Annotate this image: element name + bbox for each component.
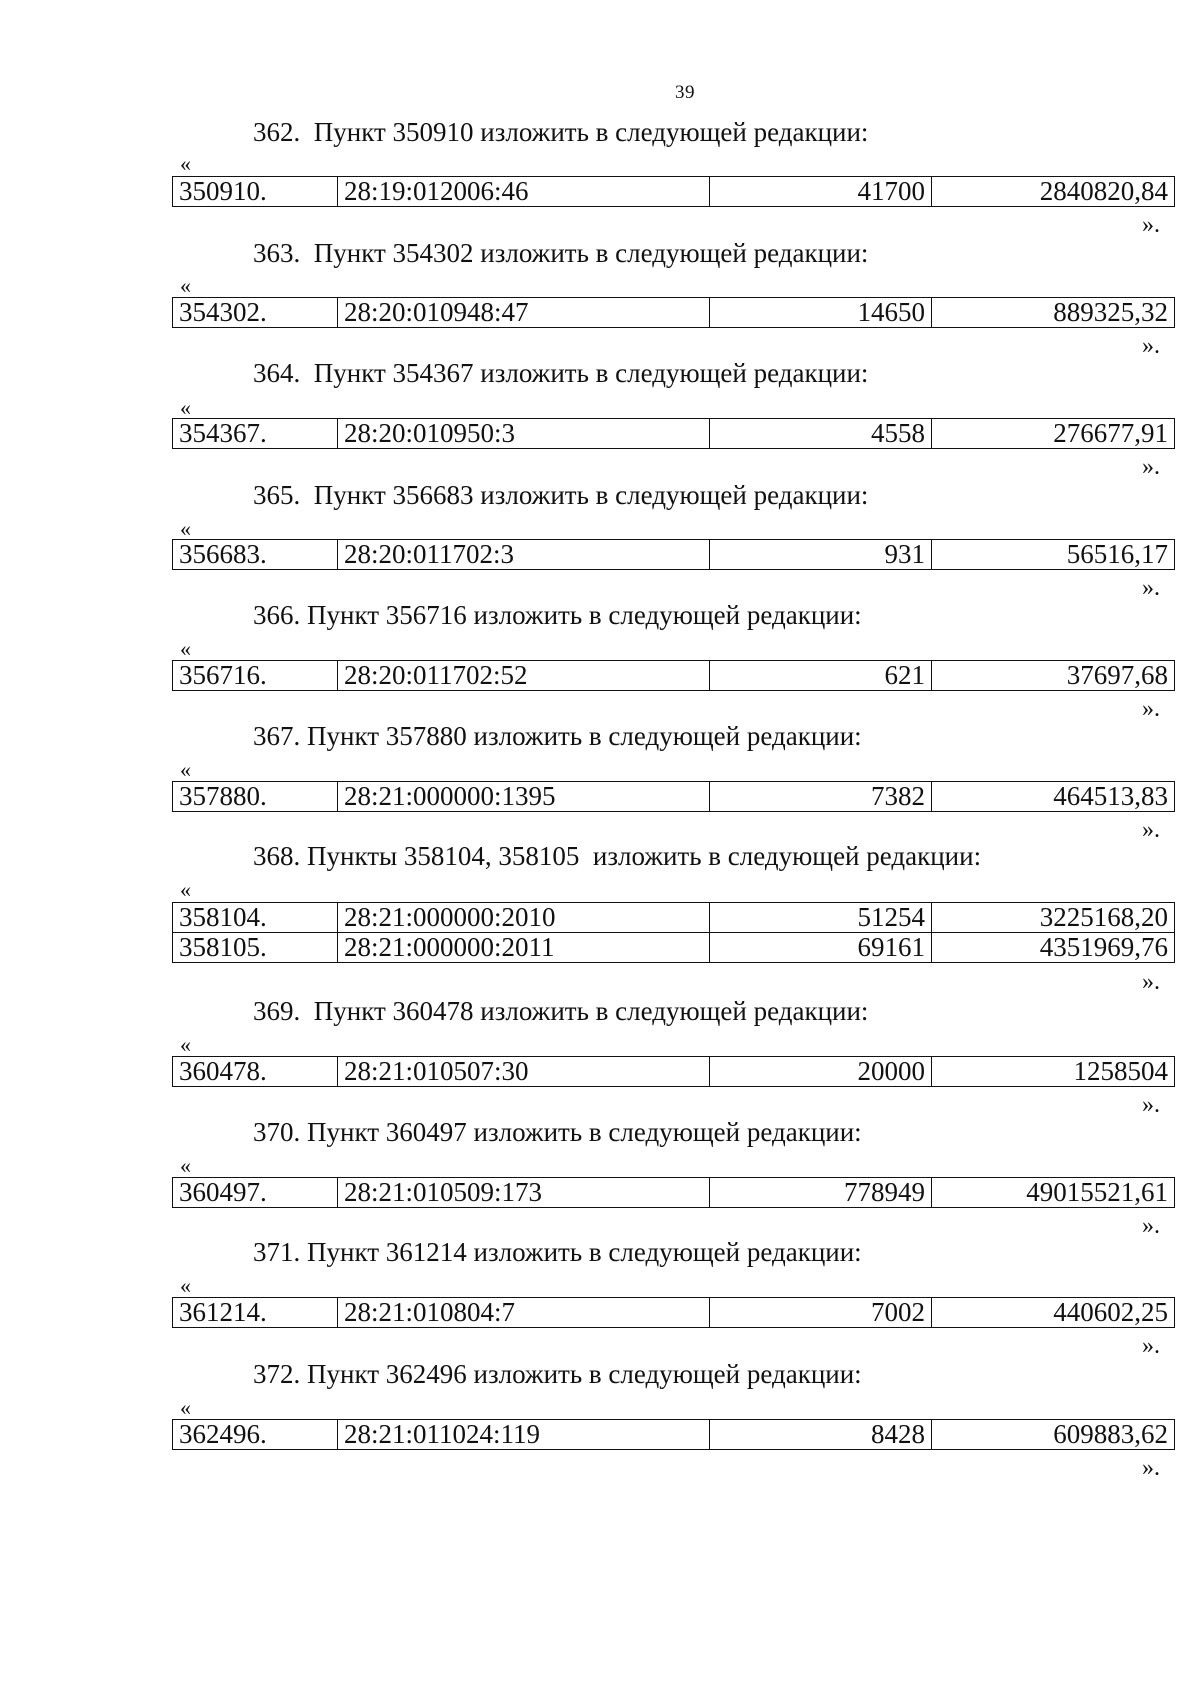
closing-quote: ». xyxy=(1142,1333,1160,1359)
value-cell: 37697,68 xyxy=(932,661,1175,691)
table-row xyxy=(173,177,1175,207)
item-number-cell: 360497. xyxy=(173,1178,338,1208)
value-cell: 440602,25 xyxy=(932,1298,1175,1328)
area-cell: 7382 xyxy=(710,782,932,812)
entry-table xyxy=(172,902,1175,963)
item-number-cell: 358104. xyxy=(173,903,338,933)
value-cell: 276677,91 xyxy=(932,419,1175,449)
opening-quote: « xyxy=(180,877,191,902)
page-number: 39 xyxy=(675,82,695,103)
entry-table xyxy=(172,539,1175,570)
value-cell: 4351969,76 xyxy=(932,933,1175,963)
cadastral-number-cell: 28:19:012006:46 xyxy=(338,177,710,207)
table-row xyxy=(173,933,1175,963)
section-heading: 371. Пункт 361214 изложить в следующей редакции: xyxy=(253,1237,862,1267)
value-cell: 889325,32 xyxy=(932,298,1175,328)
table-row xyxy=(173,1420,1175,1450)
area-cell: 4558 xyxy=(710,419,932,449)
cadastral-number-cell: 28:20:010950:3 xyxy=(338,419,710,449)
cadastral-number-cell: 28:21:000000:1395 xyxy=(338,782,710,812)
section-heading: 372. Пункт 362496 изложить в следующей редакции: xyxy=(253,1359,862,1389)
closing-quote: ». xyxy=(1142,1213,1160,1239)
table-row xyxy=(173,1057,1175,1087)
opening-quote: « xyxy=(180,395,191,420)
item-number-cell: 354302. xyxy=(173,298,338,328)
opening-quote: « xyxy=(180,1032,191,1057)
section-heading: 365. Пункт 356683 изложить в следующей редакции: xyxy=(253,480,869,510)
value-cell: 609883,62 xyxy=(932,1420,1175,1450)
area-cell: 41700 xyxy=(710,177,932,207)
section-heading: 363. Пункт 354302 изложить в следующей редакции: xyxy=(253,238,869,268)
item-number-cell: 350910. xyxy=(173,177,338,207)
cadastral-number-cell: 28:20:011702:52 xyxy=(338,661,710,691)
entry-table xyxy=(172,1177,1175,1208)
section-heading: 370. Пункт 360497 изложить в следующей редакции: xyxy=(253,1117,862,1147)
table-row xyxy=(173,1298,1175,1328)
value-cell: 3225168,20 xyxy=(932,903,1175,933)
item-number-cell: 361214. xyxy=(173,1298,338,1328)
opening-quote: « xyxy=(180,1273,191,1298)
area-cell: 51254 xyxy=(710,903,932,933)
area-cell: 931 xyxy=(710,540,932,570)
opening-quote: « xyxy=(180,273,191,298)
table-row xyxy=(173,540,1175,570)
entry-table xyxy=(172,1297,1175,1328)
entry-table xyxy=(172,418,1175,449)
closing-quote: ». xyxy=(1142,575,1160,601)
area-cell: 69161 xyxy=(710,933,932,963)
section-heading: 367. Пункт 357880 изложить в следующей редакции: xyxy=(253,721,862,751)
closing-quote: ». xyxy=(1142,1092,1160,1118)
closing-quote: ». xyxy=(1142,454,1160,480)
item-number-cell: 362496. xyxy=(173,1420,338,1450)
table-row xyxy=(173,661,1175,691)
section-heading: 369. Пункт 360478 изложить в следующей редакции: xyxy=(253,996,869,1026)
section-heading: 362. Пункт 350910 изложить в следующей редакции: xyxy=(253,117,869,147)
cadastral-number-cell: 28:21:011024:119 xyxy=(338,1420,710,1450)
cadastral-number-cell: 28:21:000000:2011 xyxy=(338,933,710,963)
value-cell: 2840820,84 xyxy=(932,177,1175,207)
opening-quote: « xyxy=(180,1395,191,1420)
entry-table xyxy=(172,1056,1175,1087)
area-cell: 14650 xyxy=(710,298,932,328)
opening-quote: « xyxy=(180,636,191,661)
cadastral-number-cell: 28:20:010948:47 xyxy=(338,298,710,328)
entry-table xyxy=(172,297,1175,328)
item-number-cell: 354367. xyxy=(173,419,338,449)
cadastral-number-cell: 28:20:011702:3 xyxy=(338,540,710,570)
item-number-cell: 357880. xyxy=(173,782,338,812)
closing-quote: ». xyxy=(1142,333,1160,359)
section-heading: 366. Пункт 356716 изложить в следующей редакции: xyxy=(253,600,862,630)
value-cell: 1258504 xyxy=(932,1057,1175,1087)
cadastral-number-cell: 28:21:010507:30 xyxy=(338,1057,710,1087)
closing-quote: ». xyxy=(1142,817,1160,843)
value-cell: 464513,83 xyxy=(932,782,1175,812)
item-number-cell: 356716. xyxy=(173,661,338,691)
item-number-cell: 358105. xyxy=(173,933,338,963)
item-number-cell: 356683. xyxy=(173,540,338,570)
opening-quote: « xyxy=(180,1153,191,1178)
opening-quote: « xyxy=(180,151,191,176)
closing-quote: ». xyxy=(1142,969,1160,995)
table-row xyxy=(173,1178,1175,1208)
area-cell: 778949 xyxy=(710,1178,932,1208)
section-heading: 368. Пункты 358104, 358105 изложить в следующей редакции: xyxy=(253,841,982,871)
value-cell: 49015521,61 xyxy=(932,1178,1175,1208)
value-cell: 56516,17 xyxy=(932,540,1175,570)
closing-quote: ». xyxy=(1142,1455,1160,1481)
opening-quote: « xyxy=(180,757,191,782)
opening-quote: « xyxy=(180,516,191,541)
entry-table xyxy=(172,781,1175,812)
closing-quote: ». xyxy=(1142,212,1160,238)
item-number-cell: 360478. xyxy=(173,1057,338,1087)
area-cell: 8428 xyxy=(710,1420,932,1450)
area-cell: 621 xyxy=(710,661,932,691)
table-row xyxy=(173,419,1175,449)
table-row xyxy=(173,782,1175,812)
closing-quote: ». xyxy=(1142,696,1160,722)
entry-table xyxy=(172,660,1175,691)
area-cell: 20000 xyxy=(710,1057,932,1087)
table-row xyxy=(173,298,1175,328)
entry-table xyxy=(172,176,1175,207)
cadastral-number-cell: 28:21:010804:7 xyxy=(338,1298,710,1328)
table-row xyxy=(173,903,1175,933)
cadastral-number-cell: 28:21:010509:173 xyxy=(338,1178,710,1208)
area-cell: 7002 xyxy=(710,1298,932,1328)
section-heading: 364. Пункт 354367 изложить в следующей редакции: xyxy=(253,358,869,388)
entry-table xyxy=(172,1419,1175,1450)
cadastral-number-cell: 28:21:000000:2010 xyxy=(338,903,710,933)
